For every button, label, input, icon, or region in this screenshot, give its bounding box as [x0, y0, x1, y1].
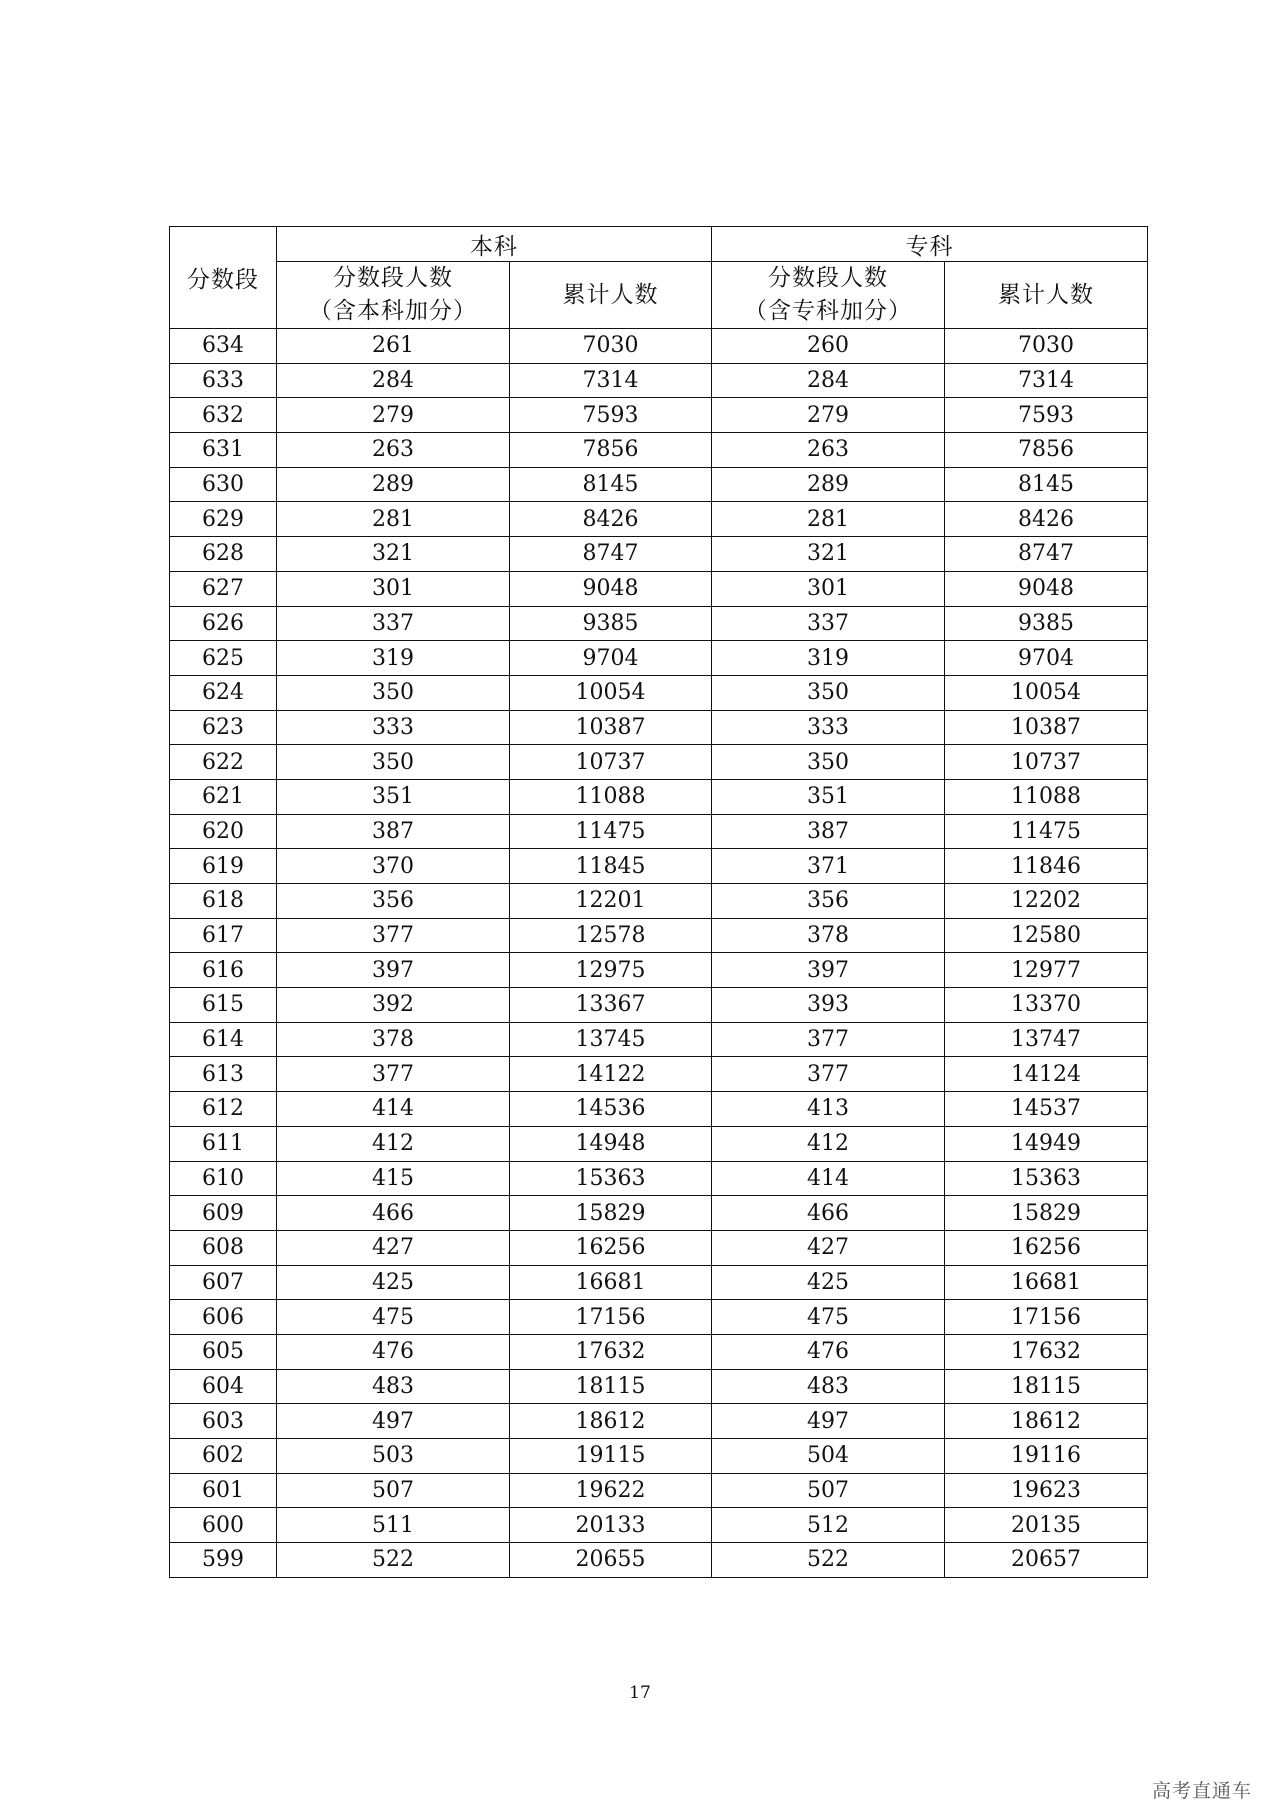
- cell-zhuanke-count: 377: [712, 1022, 945, 1057]
- cell-score: 608: [170, 1230, 277, 1265]
- cell-benke-cumulative: 7314: [510, 363, 712, 398]
- cell-benke-cumulative: 15829: [510, 1196, 712, 1231]
- cell-benke-cumulative: 20655: [510, 1543, 712, 1578]
- cell-zhuanke-count: 483: [712, 1369, 945, 1404]
- cell-benke-cumulative: 17156: [510, 1300, 712, 1335]
- cell-score: 605: [170, 1334, 277, 1369]
- cell-zhuanke-count: 260: [712, 329, 945, 364]
- cell-score: 626: [170, 606, 277, 641]
- table-row: [170, 571, 1148, 606]
- header-score-band: 分数段: [170, 227, 277, 329]
- cell-zhuanke-cumulative: 7593: [945, 398, 1148, 433]
- cell-zhuanke-cumulative: 9048: [945, 571, 1148, 606]
- cell-benke-cumulative: 14948: [510, 1126, 712, 1161]
- cell-zhuanke-cumulative: 12977: [945, 953, 1148, 988]
- table-row: [170, 1439, 1148, 1474]
- cell-zhuanke-cumulative: 9385: [945, 606, 1148, 641]
- cell-zhuanke-cumulative: 14124: [945, 1057, 1148, 1092]
- header-group-benke: 本科: [277, 227, 712, 262]
- cell-score: 630: [170, 467, 277, 502]
- cell-benke-count: 261: [277, 329, 510, 364]
- cell-benke-count: 337: [277, 606, 510, 641]
- cell-score: 634: [170, 329, 277, 364]
- table-row: [170, 1404, 1148, 1439]
- header-row-group: [170, 227, 1148, 262]
- table-row: [170, 433, 1148, 468]
- cell-benke-count: 378: [277, 1022, 510, 1057]
- cell-benke-count: 350: [277, 675, 510, 710]
- cell-score: 627: [170, 571, 277, 606]
- cell-zhuanke-cumulative: 10737: [945, 745, 1148, 780]
- cell-zhuanke-count: 301: [712, 571, 945, 606]
- cell-benke-cumulative: 19622: [510, 1473, 712, 1508]
- cell-score: 606: [170, 1300, 277, 1335]
- cell-benke-cumulative: 14536: [510, 1092, 712, 1127]
- cell-score: 633: [170, 363, 277, 398]
- cell-zhuanke-cumulative: 7314: [945, 363, 1148, 398]
- table-row: [170, 467, 1148, 502]
- cell-benke-cumulative: 7030: [510, 329, 712, 364]
- cell-zhuanke-count: 512: [712, 1508, 945, 1543]
- cell-zhuanke-cumulative: 9704: [945, 641, 1148, 676]
- page-number: 17: [629, 1683, 651, 1703]
- cell-benke-count: 377: [277, 1057, 510, 1092]
- cell-benke-cumulative: 18115: [510, 1369, 712, 1404]
- table-row: [170, 918, 1148, 953]
- cell-score: 613: [170, 1057, 277, 1092]
- cell-zhuanke-cumulative: 20657: [945, 1543, 1148, 1578]
- cell-score: 607: [170, 1265, 277, 1300]
- cell-zhuanke-count: 351: [712, 779, 945, 814]
- cell-benke-count: 475: [277, 1300, 510, 1335]
- cell-score: 624: [170, 675, 277, 710]
- cell-zhuanke-count: 414: [712, 1161, 945, 1196]
- cell-benke-count: 503: [277, 1439, 510, 1474]
- table-row: [170, 1161, 1148, 1196]
- header-zhuanke-count: [712, 262, 945, 329]
- header-benke-cumulative: 累计人数: [510, 262, 712, 329]
- cell-zhuanke-count: 350: [712, 745, 945, 780]
- table-row: [170, 953, 1148, 988]
- cell-benke-count: 370: [277, 849, 510, 884]
- cell-score: 621: [170, 779, 277, 814]
- cell-score: 610: [170, 1161, 277, 1196]
- cell-zhuanke-cumulative: 12202: [945, 884, 1148, 919]
- cell-zhuanke-count: 476: [712, 1334, 945, 1369]
- cell-benke-count: 522: [277, 1543, 510, 1578]
- cell-score: 631: [170, 433, 277, 468]
- table-row: [170, 814, 1148, 849]
- header-benke-count-line2: （含本科加分）: [309, 298, 477, 324]
- cell-benke-count: 321: [277, 537, 510, 572]
- cell-benke-cumulative: 12201: [510, 884, 712, 919]
- header-benke-count: [277, 262, 510, 329]
- cell-zhuanke-cumulative: 8426: [945, 502, 1148, 537]
- cell-benke-cumulative: 11845: [510, 849, 712, 884]
- cell-score: 619: [170, 849, 277, 884]
- cell-zhuanke-cumulative: 16681: [945, 1265, 1148, 1300]
- table-row: [170, 1057, 1148, 1092]
- cell-benke-cumulative: 12578: [510, 918, 712, 953]
- cell-benke-count: 425: [277, 1265, 510, 1300]
- cell-zhuanke-count: 497: [712, 1404, 945, 1439]
- cell-benke-count: 483: [277, 1369, 510, 1404]
- cell-benke-count: 263: [277, 433, 510, 468]
- cell-zhuanke-count: 387: [712, 814, 945, 849]
- table-row: [170, 849, 1148, 884]
- cell-score: 632: [170, 398, 277, 433]
- cell-benke-count: 284: [277, 363, 510, 398]
- cell-zhuanke-cumulative: 18115: [945, 1369, 1148, 1404]
- cell-benke-count: 412: [277, 1126, 510, 1161]
- cell-zhuanke-cumulative: 14537: [945, 1092, 1148, 1127]
- cell-score: 620: [170, 814, 277, 849]
- cell-benke-count: 392: [277, 988, 510, 1023]
- cell-zhuanke-cumulative: 16256: [945, 1230, 1148, 1265]
- table-row: [170, 745, 1148, 780]
- cell-benke-cumulative: 10387: [510, 710, 712, 745]
- cell-score: 617: [170, 918, 277, 953]
- header-zhuanke-count-line1: 分数段人数: [768, 265, 888, 291]
- cell-benke-cumulative: 7856: [510, 433, 712, 468]
- cell-benke-count: 333: [277, 710, 510, 745]
- cell-score: 599: [170, 1543, 277, 1578]
- cell-score: 628: [170, 537, 277, 572]
- cell-zhuanke-cumulative: 18612: [945, 1404, 1148, 1439]
- cell-benke-count: 351: [277, 779, 510, 814]
- watermark-text: 高考直通车: [1151, 1780, 1252, 1802]
- table-row: [170, 1126, 1148, 1161]
- cell-benke-cumulative: 9385: [510, 606, 712, 641]
- score-distribution-table: [169, 226, 1148, 1578]
- table-row: [170, 710, 1148, 745]
- table-row: [170, 1092, 1148, 1127]
- cell-zhuanke-count: 466: [712, 1196, 945, 1231]
- cell-zhuanke-cumulative: 10387: [945, 710, 1148, 745]
- cell-benke-count: 377: [277, 918, 510, 953]
- table-row: [170, 1022, 1148, 1057]
- cell-benke-count: 497: [277, 1404, 510, 1439]
- cell-benke-cumulative: 16256: [510, 1230, 712, 1265]
- cell-benke-cumulative: 16681: [510, 1265, 712, 1300]
- cell-benke-count: 427: [277, 1230, 510, 1265]
- cell-benke-cumulative: 20133: [510, 1508, 712, 1543]
- cell-zhuanke-cumulative: 19623: [945, 1473, 1148, 1508]
- table-row: [170, 537, 1148, 572]
- cell-zhuanke-count: 504: [712, 1439, 945, 1474]
- cell-benke-count: 281: [277, 502, 510, 537]
- cell-score: 601: [170, 1473, 277, 1508]
- header-zhuanke-count-line2: （含专科加分）: [744, 298, 912, 324]
- table-row: [170, 1196, 1148, 1231]
- table-row: [170, 329, 1148, 364]
- cell-zhuanke-count: 427: [712, 1230, 945, 1265]
- cell-zhuanke-count: 393: [712, 988, 945, 1023]
- table-row: [170, 884, 1148, 919]
- cell-score: 625: [170, 641, 277, 676]
- cell-score: 615: [170, 988, 277, 1023]
- table-row: [170, 988, 1148, 1023]
- table-row: [170, 502, 1148, 537]
- cell-zhuanke-count: 507: [712, 1473, 945, 1508]
- cell-benke-count: 415: [277, 1161, 510, 1196]
- cell-zhuanke-count: 377: [712, 1057, 945, 1092]
- cell-benke-cumulative: 10737: [510, 745, 712, 780]
- table-body: [170, 329, 1148, 1578]
- cell-benke-count: 350: [277, 745, 510, 780]
- cell-zhuanke-count: 425: [712, 1265, 945, 1300]
- cell-score: 612: [170, 1092, 277, 1127]
- table-row: [170, 779, 1148, 814]
- table-row: [170, 1369, 1148, 1404]
- table-row: [170, 1508, 1148, 1543]
- cell-zhuanke-count: 356: [712, 884, 945, 919]
- cell-score: 618: [170, 884, 277, 919]
- cell-zhuanke-count: 319: [712, 641, 945, 676]
- cell-zhuanke-count: 397: [712, 953, 945, 988]
- cell-zhuanke-count: 522: [712, 1543, 945, 1578]
- cell-benke-count: 279: [277, 398, 510, 433]
- cell-benke-cumulative: 17632: [510, 1334, 712, 1369]
- cell-benke-count: 301: [277, 571, 510, 606]
- cell-zhuanke-count: 350: [712, 675, 945, 710]
- cell-zhuanke-count: 412: [712, 1126, 945, 1161]
- cell-zhuanke-cumulative: 11088: [945, 779, 1148, 814]
- cell-score: 614: [170, 1022, 277, 1057]
- cell-benke-count: 356: [277, 884, 510, 919]
- cell-benke-cumulative: 11475: [510, 814, 712, 849]
- cell-score: 629: [170, 502, 277, 537]
- cell-zhuanke-count: 281: [712, 502, 945, 537]
- cell-zhuanke-cumulative: 14949: [945, 1126, 1148, 1161]
- table-row: [170, 1265, 1148, 1300]
- table-row: [170, 641, 1148, 676]
- cell-zhuanke-cumulative: 7856: [945, 433, 1148, 468]
- header-group-zhuanke: 专科: [712, 227, 1148, 262]
- cell-zhuanke-cumulative: 13747: [945, 1022, 1148, 1057]
- cell-zhuanke-cumulative: 8747: [945, 537, 1148, 572]
- cell-benke-cumulative: 9704: [510, 641, 712, 676]
- cell-zhuanke-count: 321: [712, 537, 945, 572]
- cell-zhuanke-cumulative: 15363: [945, 1161, 1148, 1196]
- cell-benke-cumulative: 12975: [510, 953, 712, 988]
- cell-benke-cumulative: 8747: [510, 537, 712, 572]
- cell-zhuanke-count: 337: [712, 606, 945, 641]
- table-row: [170, 1473, 1148, 1508]
- cell-zhuanke-count: 284: [712, 363, 945, 398]
- cell-zhuanke-count: 413: [712, 1092, 945, 1127]
- header-benke-count-line1: 分数段人数: [333, 265, 453, 291]
- cell-score: 623: [170, 710, 277, 745]
- cell-score: 603: [170, 1404, 277, 1439]
- cell-benke-cumulative: 8426: [510, 502, 712, 537]
- table-row: [170, 363, 1148, 398]
- cell-zhuanke-cumulative: 17632: [945, 1334, 1148, 1369]
- cell-benke-cumulative: 13745: [510, 1022, 712, 1057]
- cell-zhuanke-cumulative: 8145: [945, 467, 1148, 502]
- table-row: [170, 675, 1148, 710]
- cell-zhuanke-count: 289: [712, 467, 945, 502]
- cell-score: 602: [170, 1439, 277, 1474]
- cell-benke-cumulative: 8145: [510, 467, 712, 502]
- cell-benke-count: 319: [277, 641, 510, 676]
- header-zhuanke-cumulative: 累计人数: [945, 262, 1148, 329]
- cell-score: 609: [170, 1196, 277, 1231]
- cell-zhuanke-cumulative: 11475: [945, 814, 1148, 849]
- cell-zhuanke-cumulative: 13370: [945, 988, 1148, 1023]
- cell-zhuanke-count: 371: [712, 849, 945, 884]
- cell-zhuanke-cumulative: 15829: [945, 1196, 1148, 1231]
- cell-zhuanke-count: 279: [712, 398, 945, 433]
- cell-benke-count: 466: [277, 1196, 510, 1231]
- cell-benke-cumulative: 10054: [510, 675, 712, 710]
- cell-score: 616: [170, 953, 277, 988]
- cell-zhuanke-cumulative: 17156: [945, 1300, 1148, 1335]
- cell-benke-count: 511: [277, 1508, 510, 1543]
- cell-zhuanke-cumulative: 12580: [945, 918, 1148, 953]
- cell-zhuanke-cumulative: 20135: [945, 1508, 1148, 1543]
- cell-benke-count: 397: [277, 953, 510, 988]
- cell-benke-cumulative: 9048: [510, 571, 712, 606]
- cell-zhuanke-count: 378: [712, 918, 945, 953]
- cell-zhuanke-cumulative: 19116: [945, 1439, 1148, 1474]
- table-row: [170, 398, 1148, 433]
- cell-benke-count: 387: [277, 814, 510, 849]
- cell-zhuanke-cumulative: 11846: [945, 849, 1148, 884]
- cell-benke-cumulative: 14122: [510, 1057, 712, 1092]
- cell-zhuanke-count: 475: [712, 1300, 945, 1335]
- table-row: [170, 1230, 1148, 1265]
- table-row: [170, 1334, 1148, 1369]
- cell-benke-cumulative: 7593: [510, 398, 712, 433]
- cell-benke-count: 414: [277, 1092, 510, 1127]
- cell-benke-count: 476: [277, 1334, 510, 1369]
- cell-benke-cumulative: 19115: [510, 1439, 712, 1474]
- table-row: [170, 606, 1148, 641]
- cell-benke-count: 289: [277, 467, 510, 502]
- cell-benke-cumulative: 15363: [510, 1161, 712, 1196]
- cell-benke-count: 507: [277, 1473, 510, 1508]
- cell-zhuanke-cumulative: 7030: [945, 329, 1148, 364]
- table-row: [170, 1300, 1148, 1335]
- cell-zhuanke-count: 263: [712, 433, 945, 468]
- cell-benke-cumulative: 18612: [510, 1404, 712, 1439]
- cell-score: 600: [170, 1508, 277, 1543]
- table-row: [170, 1543, 1148, 1578]
- header-row-columns: [170, 262, 1148, 329]
- cell-score: 604: [170, 1369, 277, 1404]
- cell-score: 611: [170, 1126, 277, 1161]
- cell-score: 622: [170, 745, 277, 780]
- cell-benke-cumulative: 11088: [510, 779, 712, 814]
- cell-zhuanke-cumulative: 10054: [945, 675, 1148, 710]
- cell-zhuanke-count: 333: [712, 710, 945, 745]
- cell-benke-cumulative: 13367: [510, 988, 712, 1023]
